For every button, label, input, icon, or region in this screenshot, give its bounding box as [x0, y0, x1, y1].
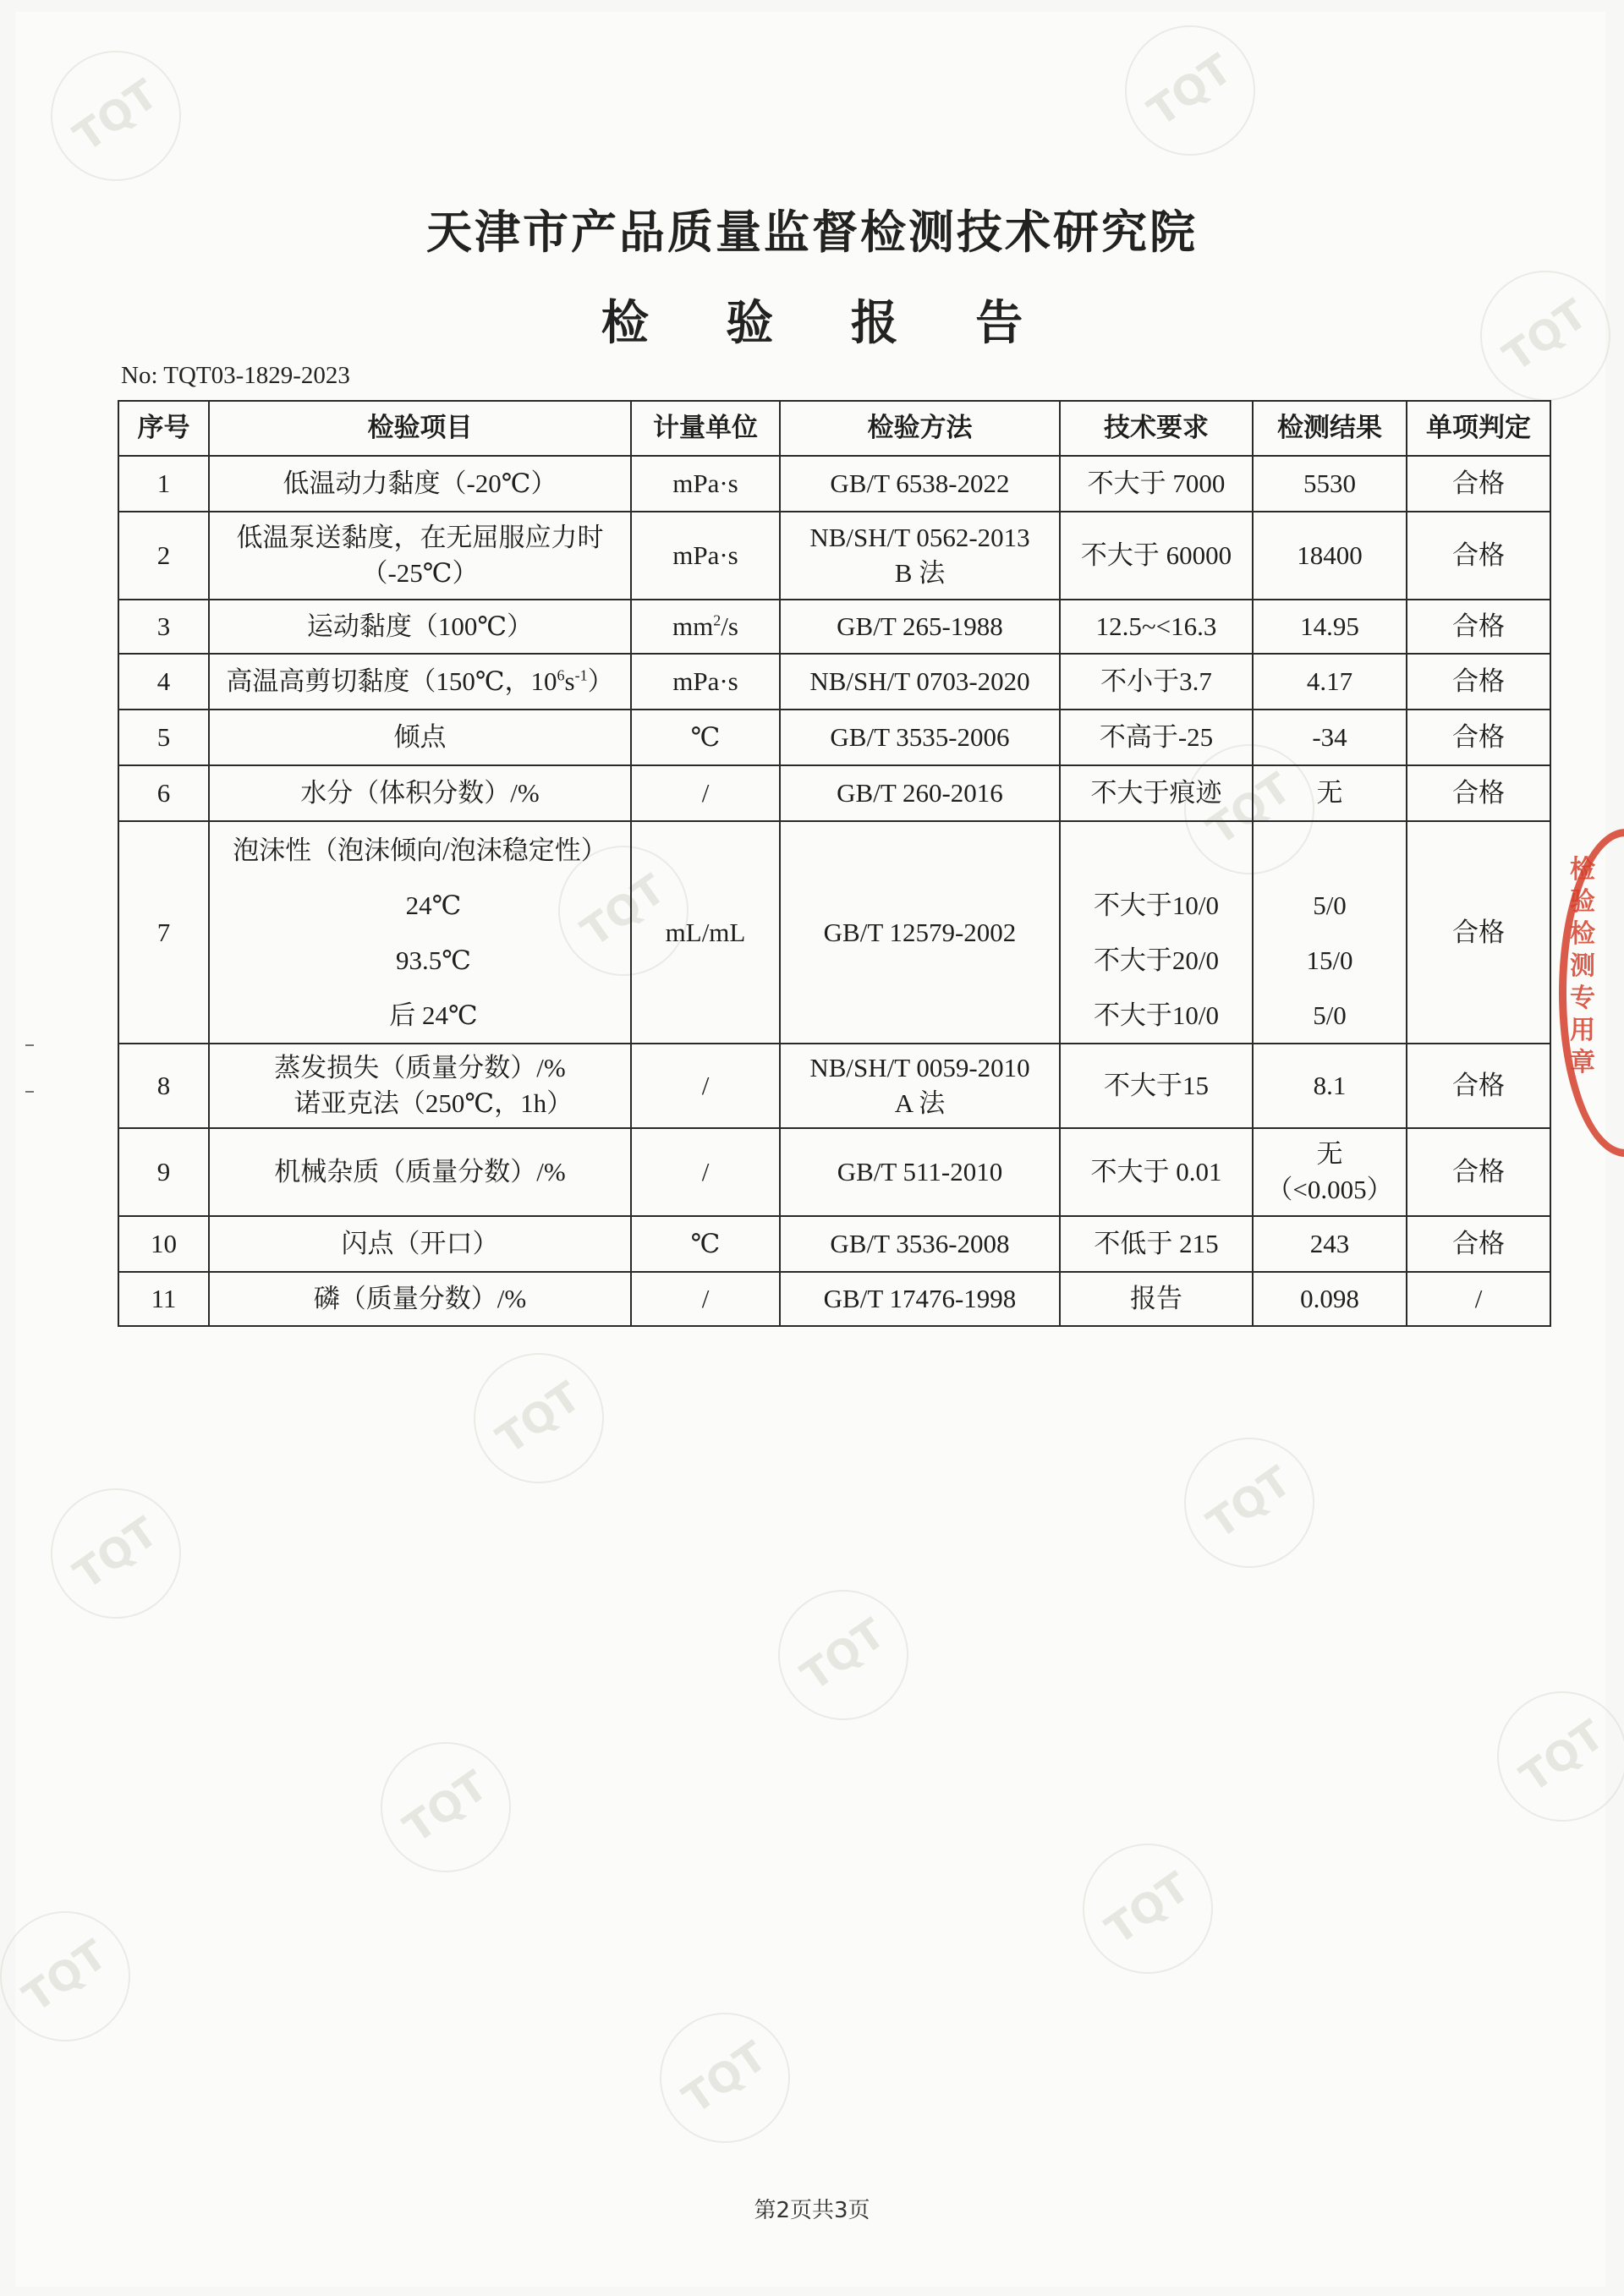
cell-verdict: 合格 [1407, 1044, 1550, 1128]
watermark-logo: TQT [25, 1463, 206, 1644]
cell-item [209, 1044, 631, 1128]
inspection-results-table [118, 400, 1551, 1327]
cell-no: 10 [118, 1216, 209, 1272]
cell-no: 11 [118, 1272, 209, 1326]
cell-item [209, 821, 631, 1044]
table-row [118, 1272, 1550, 1326]
cell-result: 无 [1253, 765, 1407, 821]
cell-requirement: 不大于 60000 [1060, 512, 1253, 600]
cell-result [1253, 1128, 1407, 1216]
item-line: （-25℃） [361, 558, 479, 588]
cell-requirement: 不低于 215 [1060, 1216, 1253, 1272]
page-footer: 第2页共3页 [754, 2198, 870, 2223]
cell-no: 5 [118, 710, 209, 765]
cell-no: 8 [118, 1044, 209, 1128]
cell-no: 2 [118, 512, 209, 600]
cell-result: -34 [1253, 710, 1407, 765]
cell-unit: mPa·s [631, 512, 780, 600]
result-line: 无 [1316, 1139, 1343, 1170]
watermark-logo: TQT [1159, 719, 1340, 900]
table-row [118, 710, 1550, 765]
table-row [118, 1044, 1550, 1128]
report-type-title: 检 验 报 告 [601, 296, 1054, 351]
method-line: NB/SH/T 0059-2010 [809, 1053, 1030, 1083]
cell-item: 机械杂质（质量分数）/% [209, 1128, 631, 1216]
cell-unit: ℃ [631, 710, 780, 765]
table-row [118, 456, 1550, 512]
cell-result: 5530 [1253, 456, 1407, 512]
col-header-requirement: 技术要求 [1060, 401, 1253, 456]
cell-no: 6 [118, 765, 209, 821]
watermark-logo: TQT [355, 1717, 536, 1898]
cell-requirement [1060, 821, 1253, 1044]
foam-sequence-label: 93.5℃ [396, 945, 471, 975]
watermark-logo: TQT [533, 820, 714, 1001]
cell-method: GB/T 3536-2008 [780, 1216, 1060, 1272]
cell-unit: / [631, 765, 780, 821]
foam-sequence-label: 24℃ [405, 890, 462, 920]
cell-item: 磷（质量分数）/% [209, 1272, 631, 1326]
cell-verdict: 合格 [1407, 600, 1550, 654]
table-row [118, 1128, 1550, 1216]
col-header-no: 序号 [118, 401, 209, 456]
cell-item: 闪点（开口） [209, 1216, 631, 1272]
cell-unit: / [631, 1272, 780, 1326]
watermark-logo: TQT [634, 1987, 815, 2168]
watermark-logo: TQT [1472, 1666, 1624, 1847]
cell-method: GB/T 6538-2022 [780, 456, 1060, 512]
cell-requirement: 不小于3.7 [1060, 654, 1253, 710]
item-line: 诺亚克法（250℃，1h） [294, 1088, 573, 1118]
table-row [118, 600, 1550, 654]
cell-unit: / [631, 1044, 780, 1128]
cell-item: 运动黏度（100℃） [209, 600, 631, 654]
col-header-unit: 计量单位 [631, 401, 780, 456]
method-line: NB/SH/T 0562-2013 [809, 523, 1030, 553]
cell-method: GB/T 260-2016 [780, 765, 1060, 821]
cell-result: 4.17 [1253, 654, 1407, 710]
watermark-logo: TQT [25, 25, 206, 206]
margin-mark [25, 1044, 34, 1046]
table-row [118, 512, 1550, 600]
col-header-result: 检测结果 [1253, 401, 1407, 456]
cell-no: 4 [118, 654, 209, 710]
item-line: 泡沫性（泡沫倾向/泡沫稳定性） [233, 835, 607, 865]
foam-requirement: 不大于20/0 [1093, 945, 1220, 975]
table-row [118, 765, 1550, 821]
watermark-logo: TQT [753, 1564, 934, 1745]
watermark-logo: TQT [1100, 0, 1281, 181]
cell-unit: mPa·s [631, 456, 780, 512]
foam-result: 5/0 [1313, 890, 1347, 920]
cell-verdict: 合格 [1407, 710, 1550, 765]
margin-mark [25, 1091, 34, 1093]
watermark-logo: TQT [0, 1886, 156, 2067]
cell-item: 水分（体积分数）/% [209, 765, 631, 821]
cell-method: GB/T 12579-2002 [780, 821, 1060, 1044]
watermark-logo: TQT [1057, 1818, 1238, 1999]
table-row [118, 1216, 1550, 1272]
cell-item: 高温高剪切黏度（150℃，$10^6s^{-1}$） [209, 654, 631, 710]
cell-item: 倾点 [209, 710, 631, 765]
col-header-method: 检验方法 [780, 401, 1060, 456]
cell-result: 0.098 [1253, 1272, 1407, 1326]
cell-verdict: 合格 [1407, 765, 1550, 821]
table-row [118, 654, 1550, 710]
foam-requirement: 不大于10/0 [1093, 890, 1220, 920]
cell-result: 8.1 [1253, 1044, 1407, 1128]
cell-method: NB/SH/T 0703-2020 [780, 654, 1060, 710]
cell-unit: mPa·s [631, 654, 780, 710]
cell-method: GB/T 17476-1998 [780, 1272, 1060, 1326]
item-line: 低温泵送黏度，在无屈服应力时 [236, 523, 604, 553]
cell-result: 18400 [1253, 512, 1407, 600]
cell-method: GB/T 265-1988 [780, 600, 1060, 654]
cell-result: 243 [1253, 1216, 1407, 1272]
cell-no: 9 [118, 1128, 209, 1216]
cell-requirement: 不高于-25 [1060, 710, 1253, 765]
seal-text: 检验检测专用章 [1570, 855, 1595, 1077]
cell-method: GB/T 511-2010 [780, 1128, 1060, 1216]
cell-result [1253, 821, 1407, 1044]
cell-method [780, 1044, 1060, 1128]
method-line: B 法 [894, 558, 946, 588]
watermark-logo: TQT [448, 1328, 629, 1509]
foam-result: 15/0 [1306, 945, 1353, 975]
cell-result: 14.95 [1253, 600, 1407, 654]
cell-verdict: 合格 [1407, 456, 1550, 512]
cell-verdict: 合格 [1407, 654, 1550, 710]
cell-no: 3 [118, 600, 209, 654]
watermark-logo: TQT [1455, 245, 1624, 426]
cell-requirement: 不大于痕迹 [1060, 765, 1253, 821]
cell-item: 低温动力黏度（-20℃） [209, 456, 631, 512]
cell-verdict: 合格 [1407, 821, 1550, 1044]
cell-verdict: 合格 [1407, 1128, 1550, 1216]
foam-result: 5/0 [1313, 1000, 1347, 1030]
result-line: （<0.005） [1266, 1175, 1393, 1204]
cell-item [209, 512, 631, 600]
cell-requirement: 报告 [1060, 1272, 1253, 1326]
cell-verdict: 合格 [1407, 1216, 1550, 1272]
col-header-verdict: 单项判定 [1407, 401, 1550, 456]
cell-requirement: 不大于15 [1060, 1044, 1253, 1128]
cell-requirement: 12.5~<16.3 [1060, 600, 1253, 654]
cell-unit: $mm^2/s$ [631, 600, 780, 654]
watermark-logo: TQT [1159, 1412, 1340, 1593]
cell-method [780, 512, 1060, 600]
cell-no: 7 [118, 821, 209, 1044]
cell-verdict: 合格 [1407, 512, 1550, 600]
table-header-row [118, 401, 1550, 456]
table-row [118, 821, 1550, 1044]
cell-no: 1 [118, 456, 209, 512]
report-number: No: TQT03-1829-2023 [121, 362, 350, 389]
col-header-item: 检验项目 [209, 401, 631, 456]
foam-sequence-label: 后 24℃ [389, 1000, 478, 1030]
institute-title: 天津市产品质量监督检测技术研究院 [426, 205, 1198, 259]
foam-requirement: 不大于10/0 [1093, 1000, 1220, 1030]
cell-requirement: 不大于 7000 [1060, 456, 1253, 512]
cell-method: GB/T 3535-2006 [780, 710, 1060, 765]
cell-unit: / [631, 1128, 780, 1216]
item-line: 蒸发损失（质量分数）/% [274, 1053, 566, 1083]
method-line: A 法 [894, 1088, 946, 1118]
cell-requirement: 不大于 0.01 [1060, 1128, 1253, 1216]
cell-unit: ℃ [631, 1216, 780, 1272]
cell-verdict: / [1407, 1272, 1550, 1326]
cell-unit: mL/mL [631, 821, 780, 1044]
